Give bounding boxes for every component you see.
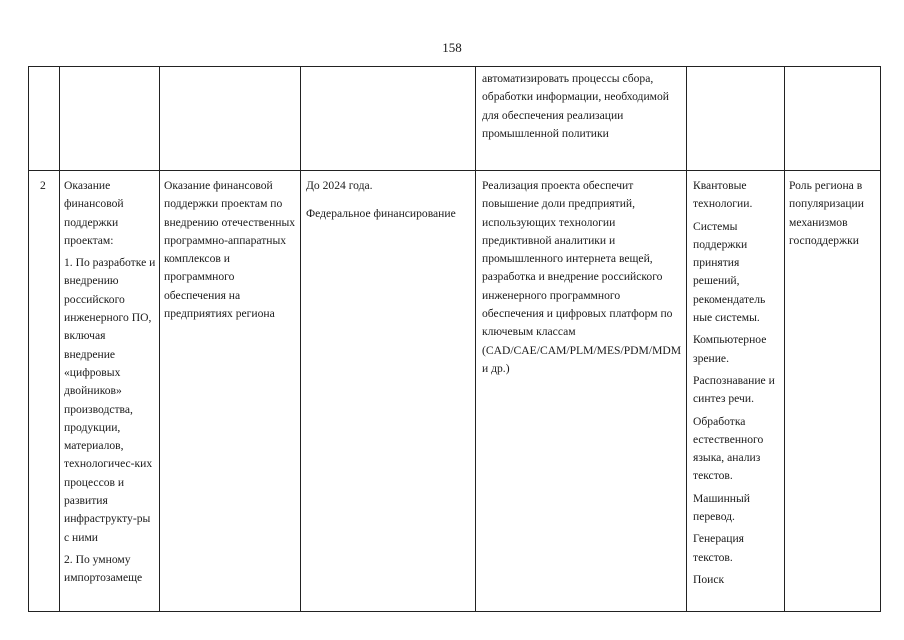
column-line bbox=[28, 66, 29, 612]
col1-heading: Оказание финансовой поддержки проектам: bbox=[64, 179, 124, 247]
cell-col4: Реализация проекта обеспечит повышение доли предприятий, использующих технологии предиктивной аналитики и промышленного интернета вещей, разработка и внедрение российского инженерного программного обеспечения и цифровых платформ по ключевым классам (CAD/CAE/CAM/PLM/MES/PDM/MDM и др.) bbox=[482, 179, 682, 375]
col5-item: Системы поддержки принятия решений, рекомендатель ные системы. bbox=[693, 219, 766, 325]
col5-item: Компьютерное зрение. bbox=[693, 333, 767, 365]
column-line bbox=[880, 66, 881, 612]
cell-continued-col5: автоматизировать процессы сбора, обработки информации, необходимой для обеспечения реализации промышленной политики bbox=[482, 72, 669, 140]
cell-col6: Роль региона в популяризации механизмов господдержки bbox=[789, 179, 864, 247]
cell-col5 bbox=[693, 177, 782, 593]
cell-col1 bbox=[64, 177, 158, 592]
col5-item: Квантовые технологии. bbox=[693, 179, 753, 211]
col5-item: Машинный перевод. bbox=[693, 491, 750, 524]
column-line bbox=[300, 66, 301, 612]
col1-item-2: 2. По умному импортозамеще bbox=[64, 552, 143, 585]
col1-item-1: 1. По разработке и внедрению российского инженерного ПО, включая внедрение «цифровых двойников» производства, продукции, материалов, технологичес-ких процессов и развития инфраструкту-ры с ними bbox=[64, 256, 156, 544]
column-line bbox=[475, 66, 476, 612]
column-line bbox=[686, 66, 687, 612]
col3-funding: Федеральное финансирование bbox=[306, 207, 456, 221]
col5-item: Поиск bbox=[693, 572, 725, 586]
cell-col2: Оказание финансовой поддержки проектам по внедрению отечественных программно-аппаратных комплексов и программного обеспечения на предприятиях региона bbox=[164, 179, 296, 321]
col5-item: Распознавание и синтез речи. bbox=[693, 373, 775, 406]
cell-col3 bbox=[306, 177, 474, 228]
page-number: 158 bbox=[442, 40, 462, 55]
column-line bbox=[159, 66, 160, 612]
col5-item: Обработка естественного языка, анализ текстов. bbox=[693, 414, 764, 483]
column-line bbox=[784, 66, 785, 612]
col5-item: Генерация текстов. bbox=[693, 532, 744, 564]
column-line bbox=[59, 66, 60, 612]
table-bottom-border bbox=[28, 611, 880, 612]
col3-deadline: До 2024 года. bbox=[306, 179, 373, 192]
table-top-border bbox=[28, 66, 880, 67]
row-number: 2 bbox=[40, 179, 46, 192]
row-divider bbox=[28, 170, 880, 171]
